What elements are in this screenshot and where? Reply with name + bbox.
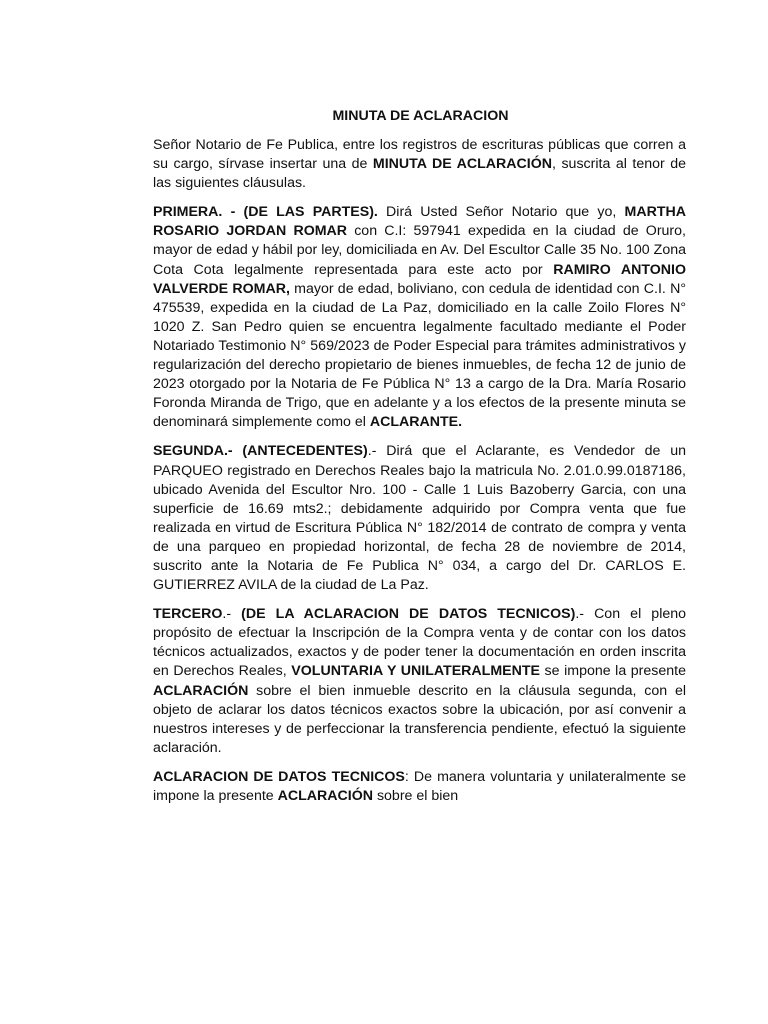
tercero-aclaracion: ACLARACIÓN	[153, 682, 249, 699]
aclaracion-text-2: sobre el bien	[373, 788, 459, 804]
tercero-text-2: se impone la presente	[540, 663, 686, 680]
intro-paragraph	[153, 136, 686, 193]
primera-text-3: mayor de edad, boliviano, con cedula de identidad con C.I. N° 475539, expedida en la ciudad de La Paz, domiciliado en la calle Zoilo Flores N° 1020 Z. San Pedro quien se encuentra legalmente facultado mediante el Poder Notariado Testimonio N° 569/2023 de Poder Especial para trámites administrativos y regularización del derecho propietario de bienes inmuebles, de fecha 12 de junio de 2023 otorgado por la Notaria de Fe Pública N° 13 a cargo de la Dra. María Rosario Foronda Miranda de Trigo, que en adelante y a los efectos de la presente minuta se denominará simplemente como el	[153, 280, 687, 431]
clause-aclaracion-datos	[153, 768, 686, 806]
intro-text-end: , suscrita al tenor de las siguientes cláusulas.	[153, 156, 686, 192]
tercero-sep: .-	[222, 606, 242, 623]
clause-tercero	[153, 605, 686, 758]
tercero-text-1: .- Con el pleno propósito de efectuar la Inscripción de la Compra venta y de contar con los datos técnicos actualizados, exactos y de poder tener la documentación en orden inscrita en Derechos Reales,	[153, 606, 687, 680]
clause-segunda	[153, 442, 686, 595]
primera-text-2: con C.I: 597941 expedida en la ciudad de Oruro, mayor de edad y hábil por ley, domiciliada en Av. Del Escultor Calle 35 No. 100 Zona Cota Cota legalmente representada para este acto por	[153, 223, 686, 278]
document-title: MINUTA DE ACLARACION	[332, 108, 509, 124]
primera-text-1: Dirá Usted Señor Notario que yo,	[377, 204, 625, 221]
tercero-heading: TERCERO	[153, 606, 223, 623]
primera-name-ramiro: RAMIRO ANTONIO VALVERDE ROMAR,	[153, 261, 686, 297]
primera-aclarante: ACLARANTE.	[369, 414, 463, 431]
primera-heading: PRIMERA. - (DE LAS PARTES).	[153, 204, 378, 221]
aclaracion-bold: ACLARACIÓN	[277, 788, 373, 804]
segunda-text: .- Dirá que el Aclarante, es Vendedor de un PARQUEO registrado en Derechos Reales bajo la matricula No. 2.01.0.99.0187186, ubicado Avenida del Escultor Nro. 100 - Calle 1 Luis Bazoberry Garcia, con una superficie de 16.69 mts2.; debidamente adquirido por Compra venta que fue realizada en virtud de Escritura Pública N° 182/2014 de contrato de compra y venta de una parqueo en propiedad horizontal, de fecha 28 de noviembre de 2014, suscrito ante la Notaria de Fe Publica N° 034, a cargo del Dr. CARLOS E. GUTIERREZ AVILA de la ciudad de La Paz.	[153, 443, 686, 594]
intro-bold-minuta: MINUTA DE ACLARACIÓN	[372, 156, 553, 173]
tercero-text-3: sobre el bien inmueble descrito en la cláusula segunda, con el objeto de aclarar los datos técnicos exactos sobre la ubicación, por así convenir a nuestros intereses y de perfeccionar la transferencia pendiente, efectuó la siguiente aclaración.	[153, 682, 686, 756]
primera-name-martha: MARTHA ROSARIO JORDAN ROMAR	[153, 204, 686, 240]
clause-primera	[153, 203, 686, 432]
intro-text: Señor Notario de Fe Publica, entre los registros de escrituras públicas que corren a su cargo, sírvase insertar una de	[153, 137, 686, 173]
aclaracion-heading: ACLARACION DE DATOS TECNICOS	[153, 768, 405, 785]
aclaracion-text-1: : De manera voluntaria y unilateralmente se impone la presente	[153, 768, 686, 804]
segunda-heading: SEGUNDA.- (ANTECEDENTES)	[153, 443, 368, 460]
tercero-subheading: (DE LA ACLARACION DE DATOS TECNICOS)	[241, 606, 576, 623]
tercero-voluntaria: VOLUNTARIA Y UNILATERALMENTE	[291, 663, 540, 680]
